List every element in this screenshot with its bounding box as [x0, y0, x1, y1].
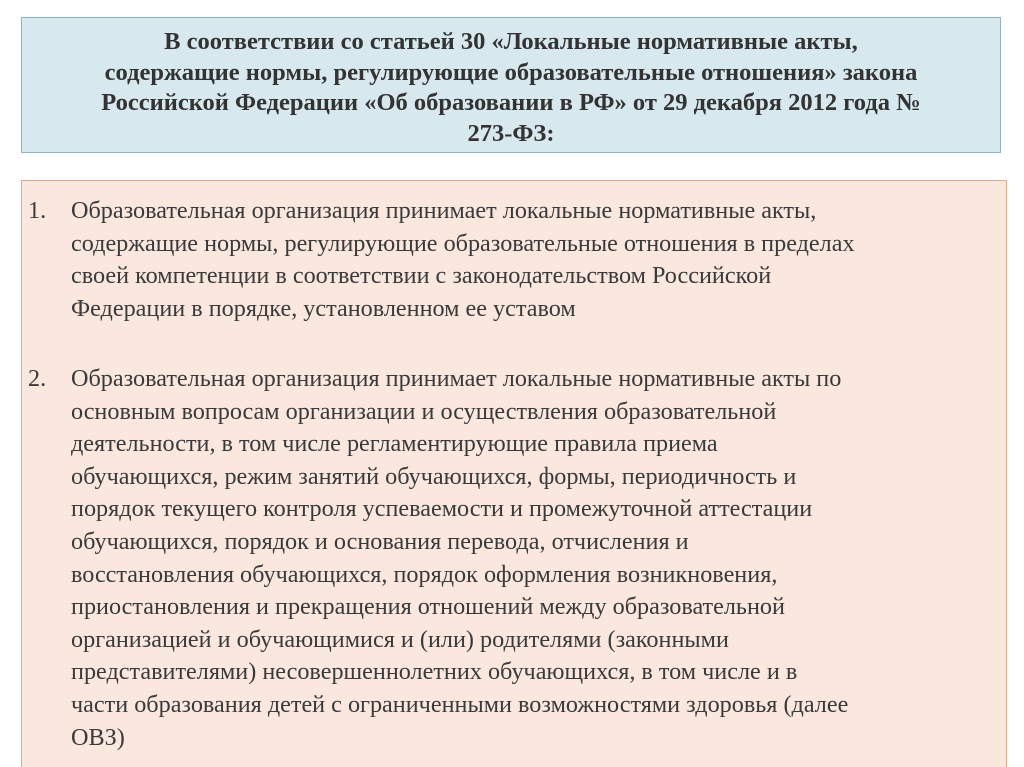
list-item-text: [71, 195, 855, 325]
text-line: основным вопросам организации и осуществления образовательной: [71, 397, 777, 425]
title-box: [21, 17, 1001, 153]
text-line: своей компетенции в соответствии с законодательством Российской: [71, 262, 772, 290]
text-line: содержащие нормы, регулирующие образовательные отношения в пределах: [71, 229, 855, 257]
content-box: [21, 180, 1007, 767]
text-line: представителями) несовершеннолетних обучающихся, в том числе и в: [71, 658, 798, 686]
text-line: Образовательная организация принимает локальные нормативные акты,: [71, 197, 817, 224]
text-line: восстановления обучающихся, порядок оформления возникновения,: [71, 560, 778, 588]
text-line: деятельности, в том числе регламентирующие правила приема: [71, 430, 718, 458]
list-item-text: [71, 363, 848, 754]
text-line: Образовательная организация принимает локальные нормативные акты по: [71, 365, 842, 392]
list-item-number: 2.: [28, 365, 47, 392]
text-line: Федерации в порядке, установленном ее уставом: [71, 294, 576, 322]
text-line: обучающихся, порядок и основания перевода, отчисления и: [71, 527, 689, 555]
text-line: части образования детей с ограниченными возможностями здоровья (далее: [71, 690, 849, 718]
list-item-number: 1.: [28, 197, 47, 224]
title-line: В соответствии со статьей 30 «Локальные нормативные акты,: [164, 28, 858, 55]
title-line: 273-ФЗ:: [467, 119, 555, 147]
text-line: ОВЗ): [71, 723, 125, 751]
title-line: Российской Федерации «Об образовании в РФ» от 29 декабря 2012 года №: [101, 89, 921, 116]
text-line: обучающихся, режим занятий обучающихся, формы, периодичность и: [71, 462, 797, 490]
text-line: порядок текущего контроля успеваемости и промежуточной аттестации: [71, 495, 813, 523]
text-line: организацией и обучающимися и (или) родителями (законными: [71, 625, 729, 653]
title-line: содержащие нормы, регулирующие образовательные отношения» закона: [104, 58, 918, 86]
text-line: приостановления и прекращения отношений между образовательной: [71, 593, 785, 621]
